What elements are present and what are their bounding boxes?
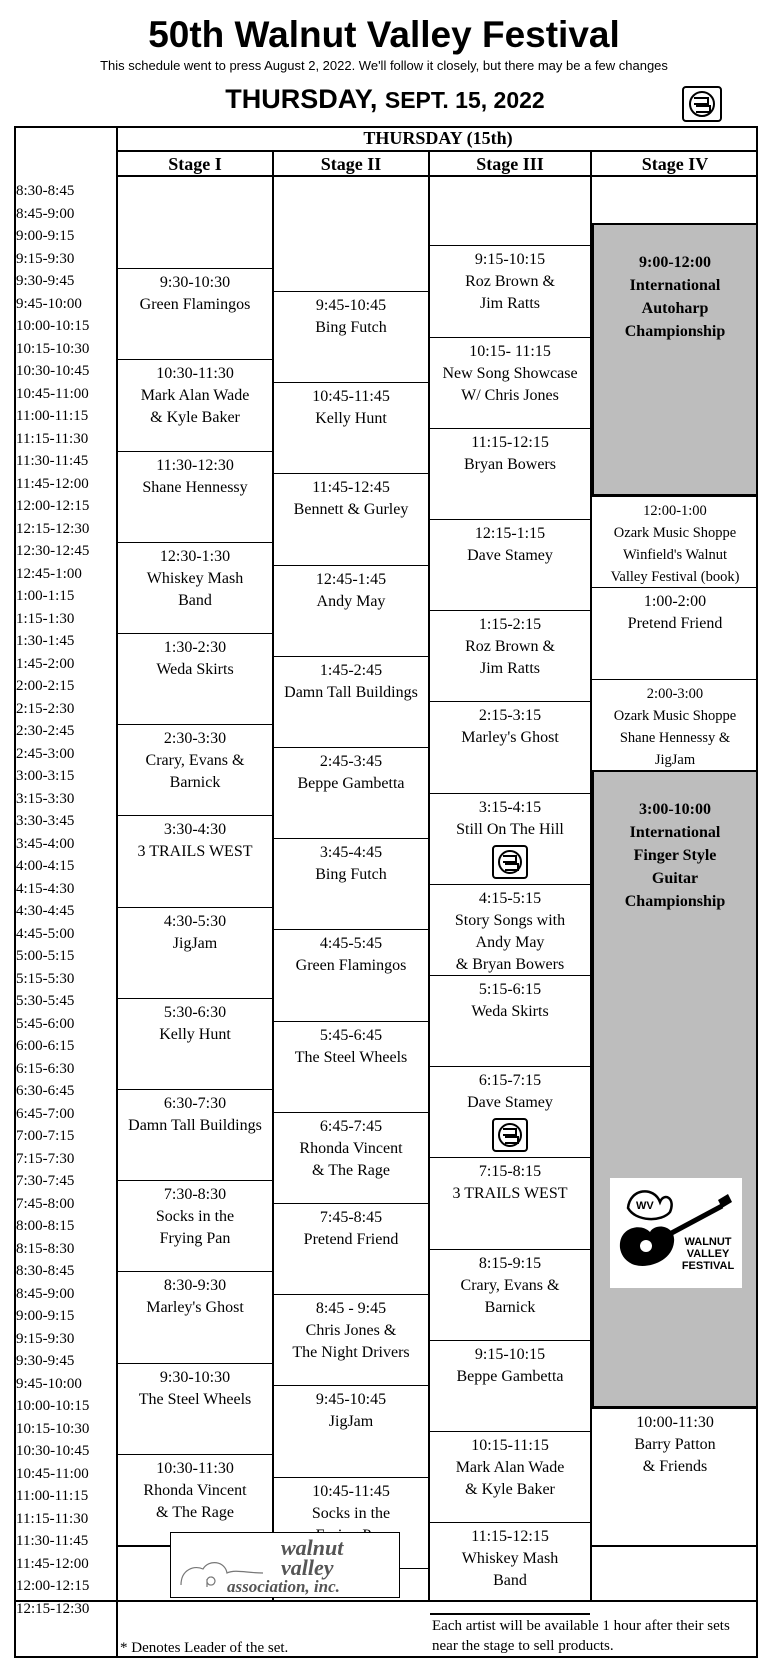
time-label: 9:00-9:15: [16, 228, 75, 244]
stage3-slot: [430, 610, 590, 701]
slot-time: 1:15-2:15: [478, 616, 542, 634]
slot-time: 9:30-10:30: [159, 1368, 231, 1386]
time-label: 12:00-12:15: [16, 1578, 90, 1594]
time-label: 2:30-2:45: [16, 723, 75, 739]
wvf-guitar-logo: [610, 1178, 742, 1288]
time-label: 7:30-7:45: [16, 1173, 75, 1189]
slot-act: Green Flamingos: [295, 957, 407, 975]
time-label: 11:45-12:00: [16, 1555, 89, 1572]
time-label: 12:15-12:30: [16, 1600, 90, 1617]
slot-act: The Steel Wheels: [138, 1390, 252, 1408]
time-label: 2:45-3:00: [16, 745, 75, 762]
stage3-slot: [430, 1249, 590, 1340]
stage1-slot: [118, 1180, 272, 1271]
slot-time: 10:45-11:45: [312, 388, 390, 406]
stage2-slot: [274, 1021, 428, 1112]
slot-act: Green Flamingos: [139, 296, 251, 314]
time-label: 10:45-11:00: [16, 1465, 89, 1482]
stage1-slot: [118, 1363, 272, 1454]
time-label: 9:30-9:45: [16, 273, 75, 289]
time-label: 9:00-9:15: [16, 1308, 75, 1324]
fingerstyle-guitar-championship: [592, 770, 758, 1408]
slot-act: JigJam: [172, 934, 218, 952]
slot-time: 6:30-7:30: [163, 1095, 227, 1112]
festival-logo-icon: [682, 86, 722, 122]
slot-time: 7:30-8:30: [163, 1186, 227, 1204]
time-label: 4:15-4:30: [16, 880, 75, 897]
slot-act: Ozark Music Shoppe Shane Hennessy & JigJam: [613, 707, 737, 768]
contest-name: International Finger Style Guitar Championship: [624, 823, 726, 910]
slot-time: 12:45-1:45: [315, 570, 387, 588]
time-label: 10:00-10:15: [16, 1398, 90, 1414]
leader-logo-icon: [492, 845, 528, 879]
slot-time: 5:45-6:45: [319, 1026, 383, 1044]
time-label: 2:15-2:30: [16, 700, 75, 717]
slot-time: 9:45-10:45: [315, 297, 387, 314]
slot-act: Roz Brown & Jim Ratts: [465, 273, 555, 313]
slot-act: Ozark Music Shoppe Winfield's Walnut Valley Festival (book): [610, 525, 740, 586]
stage1-slot: [118, 998, 272, 1089]
stage1-slot: [118, 1271, 272, 1362]
day-name: THURSDAY: [225, 84, 370, 114]
wvf-badge: WV: [636, 1200, 654, 1212]
stage1-slot: [118, 451, 272, 542]
stage1-slot: [118, 542, 272, 633]
stage1-slot: [118, 724, 272, 815]
stage4-slot: [592, 679, 758, 770]
time-label: 9:15-9:30: [16, 250, 75, 267]
time-label: 10:15-10:30: [16, 340, 90, 357]
slot-act: The Steel Wheels: [294, 1048, 408, 1066]
slot-act: Bennett & Gurley: [293, 501, 409, 519]
stage-header-underline: [116, 175, 758, 177]
stage1-slot: [118, 907, 272, 998]
slot-act: Whiskey Mash Band: [146, 569, 244, 609]
slot-time: 7:15-8:15: [478, 1163, 542, 1181]
time-label: 8:30-8:45: [16, 1263, 75, 1279]
slot-time: 6:45-7:45: [319, 1117, 383, 1135]
time-label: 7:00-7:15: [16, 1128, 75, 1144]
leader-note: * Denotes Leader of the set.: [120, 1640, 289, 1656]
slot-act: Beppe Gambetta: [456, 1367, 564, 1385]
time-label: 12:45-1:00: [16, 565, 82, 582]
slot-act: Marley's Ghost: [461, 729, 559, 747]
time-label: 8:45-9:00: [16, 1285, 75, 1302]
stage3-slot: [430, 428, 590, 519]
slot-act: Bing Futch: [315, 866, 387, 884]
time-label: 11:00-11:15: [16, 1488, 89, 1504]
stage3-slot: [430, 975, 590, 1066]
stage-header-2: Stage II: [320, 154, 382, 174]
stage-header-1: Stage I: [168, 154, 222, 174]
time-label: 1:00-1:15: [16, 588, 75, 604]
stage3-slot: [430, 884, 590, 975]
slot-act: Chris Jones & The Night Drivers: [292, 1322, 410, 1362]
stage2-slot: [274, 929, 428, 1020]
slot-time: 12:00-1:00: [643, 503, 707, 520]
stage-header-3: Stage III: [476, 154, 544, 174]
day-heading: [180, 82, 590, 117]
slot-act: Mark Alan Wade & Kyle Baker: [455, 1459, 565, 1498]
slot-time: 11:30-12:30: [156, 456, 234, 474]
slot-act: Bing Futch: [315, 319, 387, 336]
slot-time: 6:15-7:15: [478, 1072, 542, 1090]
stage3-slot: [430, 519, 590, 610]
wva-logo: [170, 1532, 400, 1598]
slot-time: 3:45-4:45: [319, 844, 383, 862]
slot-time: 8:30-9:30: [163, 1277, 227, 1295]
stage4-slot: [592, 587, 758, 678]
slot-divider: [592, 1545, 758, 1547]
slot-act: Damn Tall Buildings: [284, 683, 418, 701]
artist-note: Each artist will be available 1 hour after their sets near the stage to sell products.: [432, 1618, 730, 1654]
slot-time: 4:45-5:45: [319, 935, 383, 953]
slot-act: Crary, Evans & Barnick: [145, 752, 245, 792]
time-label: 3:15-3:30: [16, 790, 75, 807]
contest-time: 9:00-12:00: [639, 253, 711, 271]
stage2-slot: [274, 291, 428, 382]
slot-act: Story Songs with Andy May & Bryan Bowers: [454, 911, 566, 973]
time-label: 11:00-11:15: [16, 408, 89, 424]
time-label: 4:45-5:00: [16, 925, 75, 942]
leader-logo-icon: [492, 1118, 528, 1152]
slot-act: Andy May: [316, 592, 386, 610]
slot-act: Roz Brown & Jim Ratts: [465, 638, 555, 678]
time-label: 5:15-5:30: [16, 970, 75, 987]
time-label: 9:15-9:30: [16, 1330, 75, 1347]
slot-act: Shane Hennessy: [142, 478, 248, 496]
slot-time: 11:45-12:45: [312, 479, 390, 497]
slot-act: Damn Tall Buildings: [128, 1117, 262, 1134]
time-label: 6:15-6:30: [16, 1060, 75, 1077]
time-label: 10:30-10:45: [16, 363, 90, 379]
slot-time: 2:15-3:15: [478, 707, 542, 725]
stage1-slot: [118, 633, 272, 724]
slot-act: Pretend Friend: [627, 615, 723, 633]
day-date: SEPT. 15, 2022: [384, 87, 545, 113]
autoharp-championship: [592, 223, 758, 497]
slot-act: Crary, Evans & Barnick: [460, 1276, 560, 1316]
stage2-slot: [274, 382, 428, 473]
slot-act: Dave Stamey: [467, 1094, 553, 1112]
time-label: 3:45-4:00: [16, 835, 75, 852]
slot-time: 5:30-6:30: [163, 1003, 227, 1021]
slot-time: 5:15-6:15: [478, 981, 542, 998]
slot-time: 4:15-5:15: [478, 889, 542, 907]
slot-act: Marley's Ghost: [146, 1299, 244, 1317]
slot-time: 7:45-8:45: [319, 1209, 383, 1226]
slot-time: 10:15-11:15: [471, 1437, 549, 1454]
slot-act: Mark Alan Wade & Kyle Baker: [140, 387, 250, 427]
stage4-slot: [592, 496, 758, 587]
slot-time: 11:15-12:15: [471, 433, 549, 451]
time-label: 8:15-8:30: [16, 1240, 75, 1257]
stage1-slot: [118, 268, 272, 359]
day-label: THURSDAY (15th): [363, 128, 513, 148]
stage3-slot: [430, 701, 590, 792]
slot-act: Kelly Hunt: [315, 410, 387, 428]
slot-time: 9:30-10:30: [159, 274, 231, 292]
slot-act: Bryan Bowers: [464, 455, 556, 473]
slot-act: New Song Showcase W/ Chris Jones: [442, 364, 578, 404]
slot-time: 2:00-3:00: [646, 685, 704, 702]
slot-time: 3:15-4:15: [478, 798, 542, 816]
time-label: 9:45-10:00: [16, 295, 82, 312]
slot-time: 1:30-2:30: [163, 639, 227, 656]
stage1-slot: [118, 1089, 272, 1180]
stage2-slot: [274, 1294, 428, 1385]
slot-time: 12:30-1:30: [159, 547, 231, 565]
footer-divider: [14, 1600, 758, 1602]
stage2-slot: [274, 1203, 428, 1294]
time-label: 5:45-6:00: [16, 1015, 75, 1032]
slot-act: Dave Stamey: [467, 547, 553, 564]
slot-time: 4:30-5:30: [163, 912, 227, 930]
time-label: 6:00-6:15: [16, 1038, 75, 1054]
page-title: 50th Walnut Valley Festival: [148, 14, 620, 55]
time-label: 3:00-3:15: [16, 768, 75, 784]
time-label: 1:15-1:30: [16, 610, 75, 627]
stage2-slot: [274, 1385, 428, 1476]
time-label: 11:30-11:45: [16, 1533, 89, 1549]
slot-time: 9:15-10:15: [474, 1345, 546, 1363]
slot-time: 11:15-12:15: [471, 1528, 549, 1546]
stage3-slot: [430, 1157, 590, 1248]
slot-act: 3 TRAILS WEST: [137, 843, 253, 861]
slot-time: 10:15- 11:15: [469, 342, 551, 360]
time-label: 7:15-7:30: [16, 1150, 75, 1167]
wva-logo-line3: association, inc.: [227, 1577, 340, 1596]
slot-time: 3:30-4:30: [163, 821, 227, 839]
slot-act: Socks in the: [311, 1504, 391, 1522]
time-label: 2:00-2:15: [16, 678, 75, 694]
time-label: 8:00-8:15: [16, 1218, 75, 1234]
time-label: 3:30-3:45: [16, 813, 75, 829]
time-label: 12:15-12:30: [16, 520, 90, 537]
time-label: 6:30-6:45: [16, 1083, 75, 1099]
wva-logo-line1: walnut: [281, 1535, 344, 1560]
stage1-slot: [118, 815, 272, 906]
stage3-slot: [430, 245, 590, 336]
slot-act: Weda Skirts: [471, 1003, 549, 1020]
slot-time: 8:45 - 9:45: [315, 1300, 387, 1318]
time-label: 5:00-5:15: [16, 948, 75, 964]
slot-act: Rhonda Vincent & The Rage: [299, 1139, 403, 1179]
time-column: [16, 180, 116, 1620]
slot-act: Rhonda Vincent & The Rage: [143, 1481, 247, 1521]
wvf-logo-text: WALNUT VALLEY FESTIVAL: [681, 1236, 735, 1272]
contest-time: 3:00-10:00: [639, 800, 711, 818]
stage3-slot: [430, 1522, 590, 1613]
time-label: 7:45-8:00: [16, 1195, 75, 1212]
time-label: 11:30-11:45: [16, 453, 89, 469]
stage3-slot: [430, 1431, 590, 1522]
time-label: 9:45-10:00: [16, 1375, 82, 1392]
stage3-slot: [430, 1340, 590, 1431]
time-label: 12:30-12:45: [16, 543, 90, 559]
slot-divider: [430, 1613, 590, 1615]
slot-time: 10:45-11:45: [312, 1482, 390, 1500]
slot-time: 1:00-2:00: [643, 593, 707, 611]
slot-time: 2:45-3:45: [319, 753, 383, 770]
stage2-slot: [274, 747, 428, 838]
slot-time: 10:30-11:30: [156, 365, 234, 383]
stage-header-4: Stage IV: [641, 154, 709, 174]
slot-act: Still On The Hill: [456, 820, 564, 838]
time-label: 4:30-4:45: [16, 903, 75, 919]
slot-time: 10:30-11:30: [156, 1459, 234, 1477]
slot-act: JigJam: [328, 1413, 374, 1431]
time-label: 1:45-2:00: [16, 655, 75, 672]
slot-time: 10:00-11:30: [636, 1414, 714, 1432]
slot-act: Barry Patton & Friends: [634, 1436, 716, 1476]
time-label: 8:30-8:45: [16, 183, 75, 199]
stage2-slot: [274, 838, 428, 929]
slot-act: 3 TRAILS WEST: [452, 1185, 568, 1203]
stage1-slot: [118, 359, 272, 450]
time-label: 8:45-9:00: [16, 205, 75, 222]
slot-time: 8:15-9:15: [478, 1254, 542, 1272]
time-label: 10:15-10:30: [16, 1420, 90, 1437]
time-label: 1:30-1:45: [16, 633, 75, 649]
stage4-slot: [592, 1408, 758, 1545]
slot-act: Weda Skirts: [156, 661, 234, 678]
time-label: 9:30-9:45: [16, 1353, 75, 1369]
time-label: 11:45-12:00: [16, 475, 89, 492]
slot-time: 1:45-2:45: [319, 661, 383, 679]
slot-act: Whiskey Mash Band: [461, 1550, 559, 1590]
slot-act: Kelly Hunt: [159, 1025, 231, 1043]
stage3-slot: [430, 793, 590, 884]
time-label: 11:15-11:30: [16, 1510, 89, 1527]
time-label: 6:45-7:00: [16, 1105, 75, 1122]
time-label: 10:30-10:45: [16, 1443, 90, 1459]
contest-name: International Autoharp Championship: [624, 276, 726, 340]
stage2-slot: [274, 1112, 428, 1203]
time-label: 5:30-5:45: [16, 993, 75, 1009]
time-label: 4:00-4:15: [16, 858, 75, 874]
stage3-slot: [430, 1066, 590, 1157]
time-label: 12:00-12:15: [16, 498, 90, 514]
slot-act: Pretend Friend: [303, 1231, 399, 1248]
stage2-slot: [274, 565, 428, 656]
day-comma: ,: [369, 84, 378, 114]
stage2-slot: [274, 473, 428, 564]
stage3-slot: [430, 337, 590, 428]
slot-time: 9:45-10:45: [315, 1391, 387, 1409]
slot-act: Socks in the Frying Pan: [155, 1208, 235, 1248]
time-label: 11:15-11:30: [16, 430, 89, 447]
day-label-underline: [116, 150, 758, 152]
slot-time: 2:30-3:30: [163, 730, 227, 748]
slot-time: 9:15-10:15: [474, 251, 546, 269]
time-label: 10:45-11:00: [16, 385, 89, 402]
wva-logo-line2: valley: [281, 1555, 334, 1580]
stage2-slot: [274, 656, 428, 747]
slot-time: 12:15-1:15: [474, 525, 546, 542]
page-subtitle: This schedule went to press August 2, 2022. We'll follow it closely, but there may be a few changes: [100, 58, 668, 73]
time-label: 10:00-10:15: [16, 318, 90, 334]
slot-act: Beppe Gambetta: [297, 775, 405, 792]
